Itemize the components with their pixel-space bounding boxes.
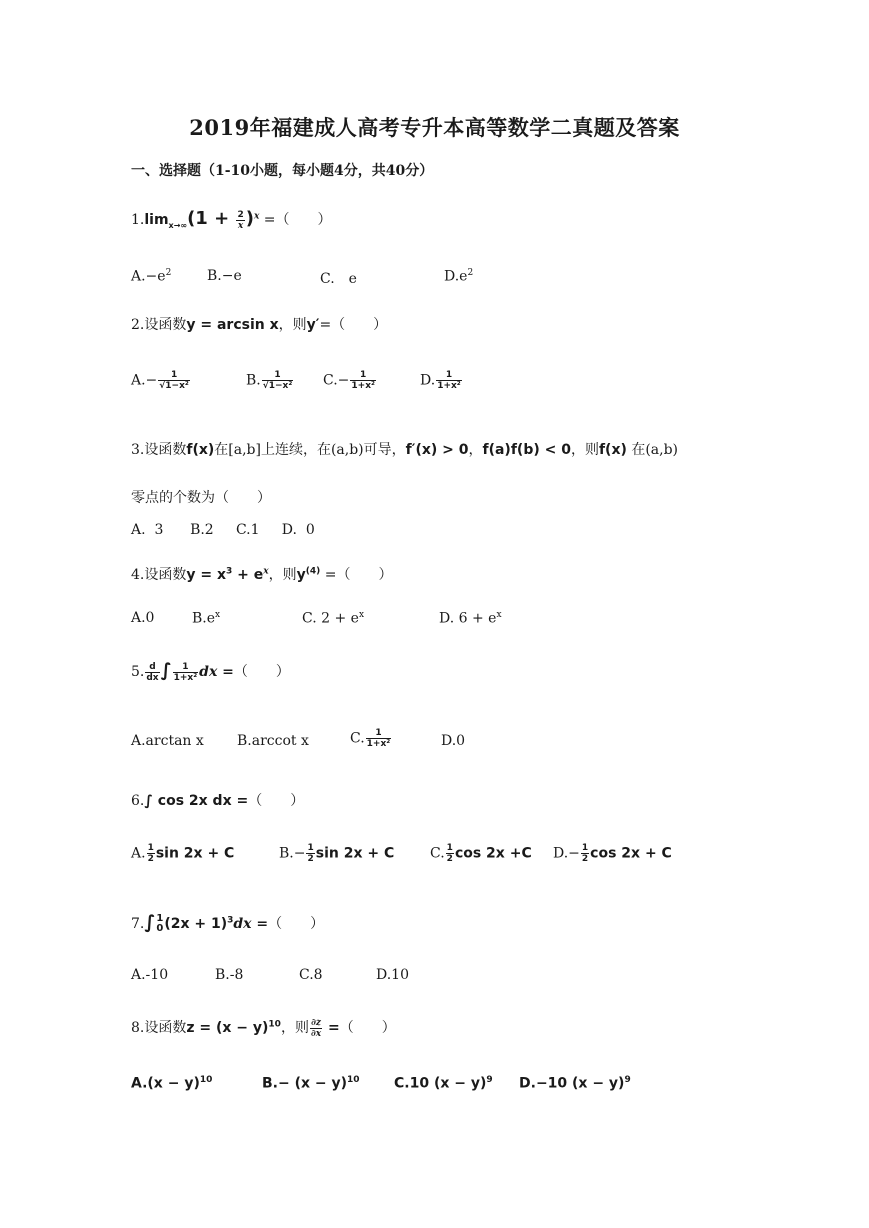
numerator: 1 bbox=[350, 370, 376, 381]
denominator: 2 bbox=[581, 854, 589, 864]
math-expression: cos 2x + C bbox=[590, 845, 672, 862]
question-text: 8.设函数 bbox=[131, 1020, 187, 1036]
option-d: D.10 bbox=[376, 967, 409, 983]
question-number: 7. bbox=[131, 916, 145, 932]
question-tail: （ ） bbox=[268, 916, 325, 932]
denominator: √1−x² bbox=[262, 381, 293, 391]
option-c: C. e bbox=[320, 271, 357, 287]
option-a: A.0 bbox=[131, 610, 155, 626]
exponent: 9 bbox=[486, 1075, 493, 1085]
option-a bbox=[131, 1075, 212, 1092]
option-text: C. bbox=[350, 730, 365, 747]
fraction bbox=[262, 370, 294, 391]
option-b bbox=[262, 1075, 360, 1092]
fraction bbox=[446, 843, 454, 864]
fraction bbox=[350, 370, 376, 391]
fraction bbox=[310, 1018, 322, 1039]
question-number: 1. bbox=[131, 212, 145, 228]
fraction bbox=[158, 370, 190, 391]
upper-bound: 1 bbox=[156, 913, 164, 924]
exponent: 9 bbox=[624, 1075, 631, 1085]
exponent: x bbox=[215, 610, 221, 620]
exponent: 3 bbox=[226, 566, 233, 577]
question-6 bbox=[131, 790, 304, 810]
math-expression: (2x + 1) bbox=[164, 916, 228, 932]
option-b bbox=[192, 610, 220, 627]
option-b: B.−e bbox=[207, 268, 242, 284]
question-number: 5. bbox=[131, 664, 145, 680]
integral-sign: ∫ bbox=[160, 660, 172, 681]
option-text: C. bbox=[430, 845, 445, 862]
option-text: A.− bbox=[131, 372, 158, 389]
numerator: 1 bbox=[366, 728, 392, 739]
numerator: 1 bbox=[173, 662, 199, 673]
denominator: 1+x² bbox=[437, 381, 461, 391]
option-text: A. bbox=[131, 845, 146, 862]
question-3-options: A. 3 B.2 C.1 D. 0 bbox=[131, 522, 315, 538]
exponent: 10 bbox=[268, 1019, 281, 1030]
question-text: ，则 bbox=[280, 1020, 309, 1036]
numerator: d bbox=[145, 662, 159, 673]
numerator: ∂z bbox=[311, 1017, 321, 1028]
denominator: 2 bbox=[147, 854, 154, 864]
exponent: (4) bbox=[305, 566, 321, 577]
option-a: A.-10 bbox=[131, 967, 169, 983]
denominator: 1+x² bbox=[366, 739, 391, 749]
option-a: A.arctan x bbox=[131, 733, 204, 749]
exponent: x bbox=[263, 566, 269, 577]
numerator: 1 bbox=[581, 843, 589, 853]
option-d: D.0 bbox=[441, 733, 466, 749]
question-tail: （ ） bbox=[233, 664, 290, 680]
numerator: 2 bbox=[237, 209, 244, 220]
math-expression: (1 + bbox=[187, 208, 236, 229]
exponent: 10 bbox=[199, 1075, 213, 1085]
numerator: 1 bbox=[262, 370, 294, 381]
fraction bbox=[145, 662, 159, 683]
denominator: 2 bbox=[307, 854, 314, 864]
question-5 bbox=[131, 660, 290, 683]
option-text: D.−10 (x − y) bbox=[519, 1075, 625, 1092]
question-2 bbox=[131, 314, 387, 334]
option-text: C.− bbox=[323, 372, 350, 389]
math-expression: f(a)f(b) < 0 bbox=[482, 442, 571, 458]
exponent: 2 bbox=[467, 268, 474, 278]
question-4 bbox=[131, 564, 392, 584]
option-a bbox=[131, 370, 191, 391]
math-expression: y = arcsin x bbox=[186, 317, 279, 333]
question-7 bbox=[131, 912, 324, 934]
denominator: 1+x² bbox=[351, 381, 375, 391]
math-expression: y bbox=[296, 567, 306, 583]
question-text: ，则 bbox=[278, 317, 307, 333]
question-1 bbox=[131, 208, 332, 231]
option-text: B.− bbox=[279, 845, 306, 862]
option-b bbox=[279, 843, 394, 864]
option-text: B.e bbox=[192, 610, 216, 627]
question-tail: （ ） bbox=[248, 793, 305, 809]
option-text: D. bbox=[420, 372, 436, 389]
lower-bound: 0 bbox=[156, 923, 164, 934]
exponent: x bbox=[358, 610, 365, 620]
section-heading: 一、选择题（1-10小题，每小题4分，共40分） bbox=[131, 163, 434, 179]
question-text: ，则 bbox=[570, 442, 599, 458]
option-a bbox=[131, 268, 171, 285]
math-expression: sin 2x + C bbox=[315, 845, 395, 862]
fraction bbox=[173, 662, 199, 683]
denominator: 2 bbox=[446, 854, 453, 864]
math-expression: f′(x) > 0 bbox=[405, 442, 469, 458]
numerator: 1 bbox=[147, 843, 154, 853]
limit-subscript: x→∞ bbox=[168, 220, 188, 230]
option-d bbox=[420, 370, 463, 391]
math-expression: dx = bbox=[233, 916, 269, 932]
question-text: 在[a,b]上连续，在(a,b)可导， bbox=[214, 442, 406, 458]
option-c: C.8 bbox=[299, 967, 323, 983]
option-text: D. 6 + e bbox=[439, 610, 497, 627]
option-text: B.− (x − y) bbox=[262, 1075, 348, 1092]
option-b: B.arccot x bbox=[237, 733, 309, 749]
option-text: A.−e bbox=[131, 268, 166, 285]
math-expression: sin 2x + C bbox=[155, 845, 235, 862]
question-tail: =（ ） bbox=[259, 212, 332, 228]
math-expression: f(x) bbox=[598, 442, 627, 458]
fraction bbox=[366, 728, 392, 749]
denominator: 1+x² bbox=[173, 672, 198, 683]
option-d bbox=[444, 268, 473, 285]
math-expression: y′ bbox=[306, 317, 320, 333]
exponent: 2 bbox=[165, 268, 172, 278]
fraction bbox=[306, 843, 314, 864]
math-expression: y = x bbox=[186, 567, 226, 583]
math-expression: dx = bbox=[199, 664, 234, 680]
option-c bbox=[350, 728, 392, 749]
question-tail: （ ） bbox=[339, 1020, 396, 1036]
page-title: 2019年福建成人高考专升本高等数学二真题及答案 bbox=[189, 115, 680, 140]
integral-sign: ∫ bbox=[144, 912, 156, 933]
exponent: x bbox=[496, 610, 502, 620]
numerator: 1 bbox=[436, 370, 462, 381]
numerator: 1 bbox=[158, 370, 190, 381]
exponent: 10 bbox=[347, 1075, 360, 1085]
option-a bbox=[131, 843, 234, 864]
option-b bbox=[246, 370, 294, 391]
option-text: A.(x − y) bbox=[131, 1075, 200, 1092]
question-text: ， bbox=[468, 442, 483, 458]
option-b: B.-8 bbox=[215, 967, 244, 983]
fraction bbox=[581, 843, 589, 864]
question-number: 6. bbox=[131, 793, 145, 809]
math-expression: z = (x − y) bbox=[186, 1020, 269, 1036]
option-d bbox=[553, 843, 672, 864]
denominator: x bbox=[237, 220, 244, 231]
math-expression: = bbox=[323, 1020, 340, 1036]
limit-operator: lim bbox=[144, 212, 169, 228]
option-c bbox=[430, 843, 532, 864]
math-expression: ∫ cos 2x dx = bbox=[144, 793, 249, 809]
denominator: dx bbox=[146, 672, 159, 683]
math-expression: ) bbox=[245, 208, 254, 229]
question-text: 2.设函数 bbox=[131, 317, 187, 333]
option-d bbox=[519, 1075, 631, 1092]
option-c bbox=[302, 610, 364, 627]
numerator: 1 bbox=[446, 843, 453, 853]
denominator: √1−x² bbox=[159, 381, 189, 391]
numerator: 1 bbox=[307, 843, 314, 853]
math-expression: cos 2x +C bbox=[454, 845, 532, 862]
question-3-continued: 零点的个数为（ ） bbox=[131, 490, 271, 506]
question-tail: =（ ） bbox=[319, 317, 388, 333]
option-d bbox=[439, 610, 502, 627]
option-text: B. bbox=[246, 372, 261, 389]
fraction bbox=[236, 210, 244, 231]
exponent: x bbox=[253, 211, 260, 222]
option-c bbox=[323, 370, 377, 391]
question-text: ，则 bbox=[268, 567, 297, 583]
option-text: C.10 (x − y) bbox=[394, 1075, 487, 1092]
exponent: 3 bbox=[227, 915, 234, 926]
question-3 bbox=[131, 439, 678, 459]
fraction bbox=[147, 843, 155, 864]
question-tail: =（ ） bbox=[320, 567, 393, 583]
math-expression: + e bbox=[232, 567, 264, 583]
question-text: 在(a,b) bbox=[626, 442, 679, 458]
question-text: 3.设函数 bbox=[131, 442, 187, 458]
math-expression: f(x) bbox=[186, 442, 215, 458]
question-text: 4.设函数 bbox=[131, 567, 187, 583]
denominator: ∂x bbox=[310, 1028, 322, 1039]
integral-bounds bbox=[156, 914, 163, 934]
option-text: D.− bbox=[553, 845, 580, 862]
fraction bbox=[436, 370, 462, 391]
question-8 bbox=[131, 1017, 396, 1039]
option-text: C. 2 + e bbox=[302, 610, 359, 627]
option-c bbox=[394, 1075, 493, 1092]
option-text: D.e bbox=[444, 268, 468, 285]
